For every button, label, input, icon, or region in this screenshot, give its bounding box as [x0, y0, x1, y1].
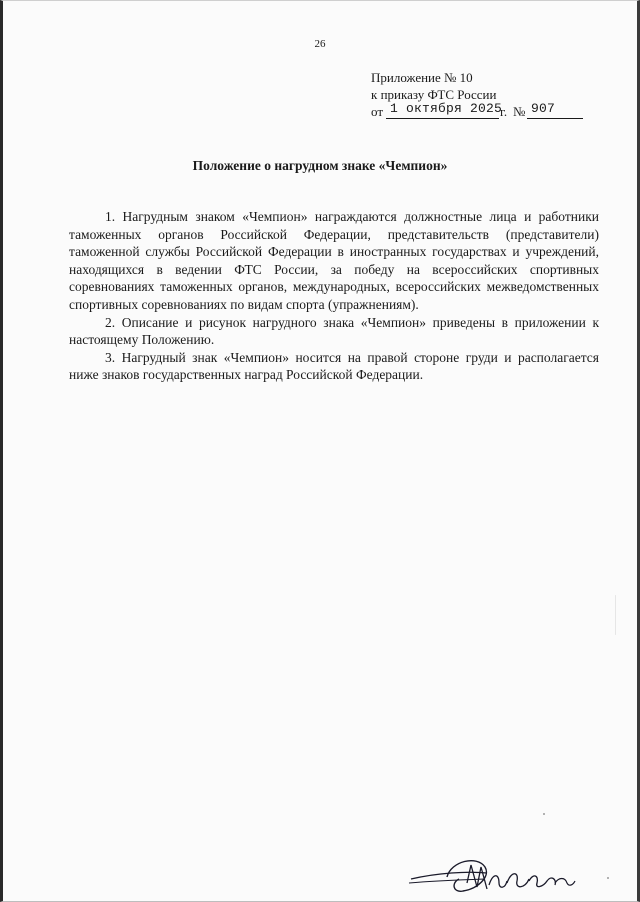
- handwritten-signature: [407, 853, 577, 899]
- scan-speck: [543, 813, 545, 815]
- paragraph-3: 3. Нагрудный знак «Чемпион» носится на правой стороне груди и располагается ниже знаков государственных наград Российской Федерации.: [69, 349, 599, 383]
- page-number: 26: [314, 38, 326, 50]
- appendix-order-reference: к приказу ФТС России: [371, 87, 497, 102]
- order-date-underline: [386, 118, 499, 119]
- appendix-number: Приложение № 10: [371, 70, 473, 85]
- order-number: 907: [531, 101, 556, 116]
- order-number-sign: №: [513, 104, 526, 119]
- order-date-line: [371, 103, 611, 120]
- scan-speck: [607, 877, 609, 879]
- order-date: 1 октября 2025: [390, 101, 503, 116]
- order-prefix: от: [371, 104, 384, 119]
- paragraph-1: 1. Нагрудным знаком «Чемпион» награждаются должностные лица и работники таможенных органов Российской Федерации, представительств (представители) таможенной службы Российской Федерации в иностранных государствах и учреждений, находящихся в ведении ФТС России, за победу на всероссийских спортивных соревнованиях таможенных органов, международных, всероссийских межведомственных спортивных соревнованиях по видам спорта (упражнениям).: [69, 209, 599, 312]
- document-title: Положение о нагрудном знаке «Чемпион»: [192, 158, 448, 173]
- paragraph-2: 2. Описание и рисунок нагрудного знака «Чемпион» приведены в приложении к настоящему Положению.: [69, 314, 599, 348]
- order-number-underline: [527, 118, 583, 119]
- document-body: [69, 208, 599, 384]
- order-year-suffix: г.: [500, 104, 508, 119]
- scan-streak: [615, 595, 616, 635]
- appendix-header: [371, 69, 611, 120]
